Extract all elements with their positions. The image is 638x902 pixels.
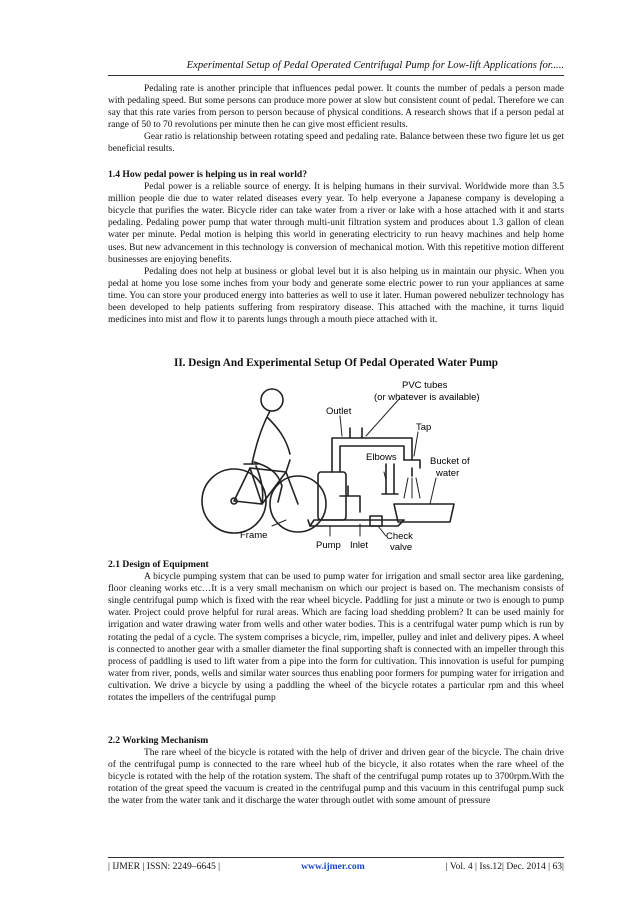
label-outlet: Outlet — [326, 406, 352, 417]
section-1-4-paragraph-2: Pedaling does not help at business or global level but it is also helping us in maintain our physic. When you pedal at home you lose some inches from your body and generate some electric power to run your appliances at same time. You can store your produced energy into batteries as well to use it later. Human powered nebulizer technology has been developed to help patients suffering from respiratory disease. This attached with the machine, it turns liquid medicines into mist and flow it to parents lungs through a mouth piece attached with it. — [108, 266, 564, 326]
section-1-4 — [108, 169, 564, 326]
chapter-heading: II. Design And Experimental Setup Of Pedal Operated Water Pump — [173, 357, 499, 369]
footer-volume-page: | Vol. 4 | Iss.12| Dec. 2014 | 63| — [445, 861, 564, 872]
label-pump: Pump — [316, 540, 341, 551]
running-header: Experimental Setup of Pedal Operated Centrifugal Pump for Low-lift Applications for..... — [186, 60, 564, 71]
check-valve — [370, 516, 382, 526]
footer-journal-issn: | IJMER | ISSN: 2249–6645 | — [108, 861, 221, 872]
label-inlet: Inlet — [350, 540, 368, 551]
water-stream — [404, 478, 420, 498]
section-2-2-heading: 2.2 Working Mechanism — [108, 735, 209, 746]
section-2-1-paragraph: A bicycle pumping system that can be used to pump water for irrigation and small sector area like gardening, floor cleaning works etc…It is a very small mechanism on which our project is based on. The mechanism consists of single centrifugal pump which is fixed with the rear wheel bicycle. Paddling for just a minute or two is enough to pump water. Project could prove helpful for rural areas. Which are facing load shedding problem? It can be used mainly for irrigation and water drawing water from wells and other water bodies. This is a centrifugal water pump which is run by rotating the pedal of a cycle. The system comprises a bicycle, rim, impeller, pulley and inlet and delivery pipes. A wheel is connected to another gear with a smaller diameter the final supporting shaft is connected with an impeller through this process of paddling is used to lift water from a pipe into the form for cultivation. This innovation is useful for pumping water from river, ponds, wells and similar water sources thus enabling poor formers for pumping water for irrigation and cultivation. We drive a bicycle by using a paddling the wheel of the bicycle rotates a particular rpm and this wheel rotates the impellers of the centrifugal pump — [108, 572, 564, 704]
paragraph-pedaling-rate: Pedaling rate is another principle that influences pedal power. It counts the number of pedals a person made with pedaling speed. But some persons can produce more power at slow but consistent count of pedal. Therefore we can say that this rate varies from person to person because of physical conditions. A research shows that if a person pedal at range of 50 to 70 revolutions per minute then he can give most efficient results. — [108, 84, 564, 131]
label-pvc-tubes-sub: (or whatever is available) — [374, 392, 480, 403]
section-1-4-paragraph-1: Pedal power is a reliable source of energy. It is helping humans in their survival. Worldwide more than 3.5 million people die due to water related diseases every year. To help everyone a Japanese company is developing a bicycle that purifies the water. Bicycle rider can take water from a river or lake with a hose attached with it and starts pedaling. Pedaling power pump that water through multi-unit filtration system and produces about 1.3 gallon of clean water per minute. Pedal motion is helping this world in generating electricity to run heavy machines and help home uses. But new advancement in this technology is conversion of mechanical motion. With this repetitive motion different businesses are enjoying benefits. — [108, 182, 564, 265]
footer-website-link[interactable]: www.ijmer.com — [301, 861, 365, 872]
label-check-line-2: valve — [390, 542, 413, 552]
inlet-pipe — [340, 486, 360, 512]
label-tap: Tap — [416, 422, 432, 433]
label-check-line-1: Check — [386, 531, 413, 542]
label-frame: Frame — [240, 530, 268, 541]
footer-rule — [108, 857, 564, 858]
paragraph-gear-ratio: Gear ratio is relationship between rotating speed and pedaling rate. Balance between these two figure let us get beneficial results. — [108, 132, 564, 155]
label-pvc-tubes: PVC tubes — [402, 380, 448, 391]
header-rule — [108, 75, 564, 76]
section-2-1-heading: 2.1 Design of Equipment — [108, 559, 209, 570]
section-2-1 — [108, 559, 564, 704]
rider-back — [252, 411, 270, 464]
rider-head — [261, 389, 283, 411]
label-elbows: Elbows — [366, 452, 397, 463]
section-1-4-heading: 1.4 How pedal power is helping us in real world? — [108, 169, 308, 180]
section-2-2 — [108, 735, 564, 808]
elbows — [382, 464, 398, 494]
rider-arm — [268, 418, 290, 454]
bicycle-pump-illustration — [190, 376, 490, 552]
intro-block — [108, 83, 564, 156]
pump-setup-figure — [190, 376, 490, 552]
label-bucket-line-1: Bucket of — [430, 456, 470, 467]
section-2-2-paragraph: The rare wheel of the bicycle is rotated with the help of driver and driven gear of the bicycle. The chain drive of the centrifugal pump is connected to the rare wheel hub of the bicycle, it also rotates when the rare wheel of the bicycle is rotated with the help of the rotation system. The shaft of the centrifugal pump rotates up to 3700rpm.With the rotation of the great speed the vacuum is created in the centrifugal pump and this vacuum in this centrifugal pump suck the water from the water tank and it discharge the water through outlet with some amount of pressure — [108, 748, 564, 807]
label-bucket-line-2: water — [436, 468, 460, 479]
page-footer — [108, 861, 564, 872]
stand-base — [310, 520, 404, 526]
